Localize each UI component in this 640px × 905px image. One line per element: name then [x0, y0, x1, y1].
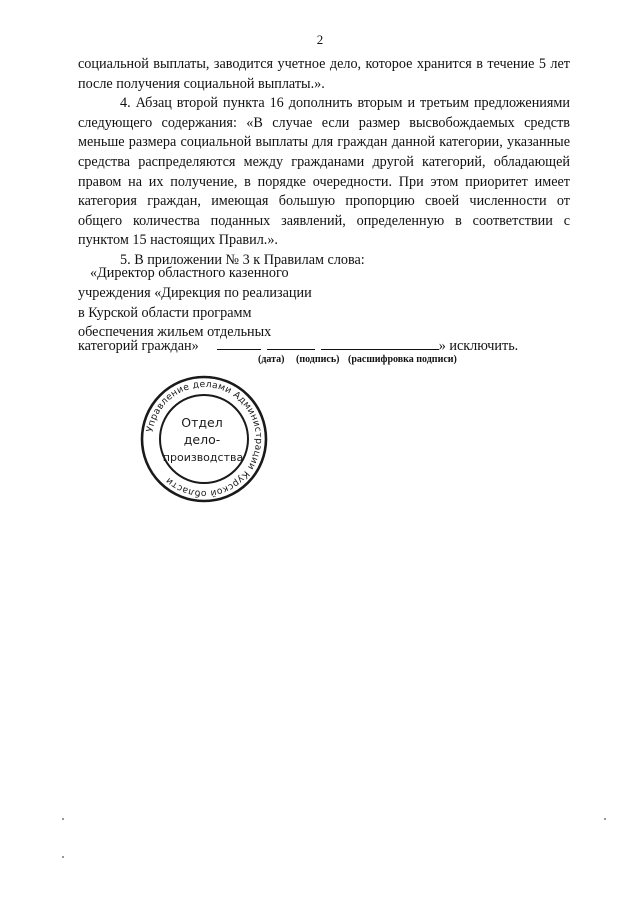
paragraph-item-4: 4. Абзац второй пункта 16 дополнить вторым и третьим предложениями следующего содержания: «В случае если размер высвобождаемых средств меньше размера социальной выплаты для граждан данной категории, указанные средства распределяются между гражданами другой категорий, обладающей правом на их получение, в порядке очередности. При этом приоритет имеет категория граждан, имеющая большую пропорцию своей численности от общего количества поданных заявлений, определенную в соответствии с пунктом 15 настоящих Правил.». [78, 95, 570, 249]
stamp-ring-text: Управление делами Администрации Курской области [144, 378, 265, 500]
quote-line: обеспечения жильем отдельных [78, 324, 272, 341]
caption-signature: (подпись) [296, 354, 340, 365]
stamp-center-line: дело- [183, 432, 221, 447]
quote-line: в Курской области программ [78, 304, 252, 321]
signature-label: категорий граждан» [78, 338, 199, 354]
quote-line: «Директор областного казенного [90, 265, 289, 281]
round-stamp [139, 374, 269, 504]
page-number: 2 [316, 32, 324, 47]
caption-decoding: (расшифровка подписи) [348, 354, 457, 365]
document-body [78, 55, 570, 271]
caption-date: (дата) [258, 354, 285, 365]
scan-speck [604, 818, 606, 820]
signature-blank [267, 336, 315, 350]
quoted-signature-block [78, 264, 570, 343]
signature-row-ending: » исключить. [438, 338, 519, 354]
quote-line: учреждения «Дирекция по реализации [78, 284, 312, 301]
scan-speck [62, 856, 64, 858]
decoding-blank [321, 336, 439, 350]
date-blank [217, 336, 261, 350]
paragraph-item-5: 5. В приложении № 3 к Правилам слова: [120, 251, 365, 268]
scan-speck [62, 818, 64, 820]
stamp-center-line: производства [162, 451, 244, 464]
paragraph-continuation: социальной выплаты, заводится учетное дело, которое хранится в течение 5 лет после получения социальной выплаты.». [78, 56, 570, 92]
stamp-center-line: Отдел [181, 415, 223, 430]
